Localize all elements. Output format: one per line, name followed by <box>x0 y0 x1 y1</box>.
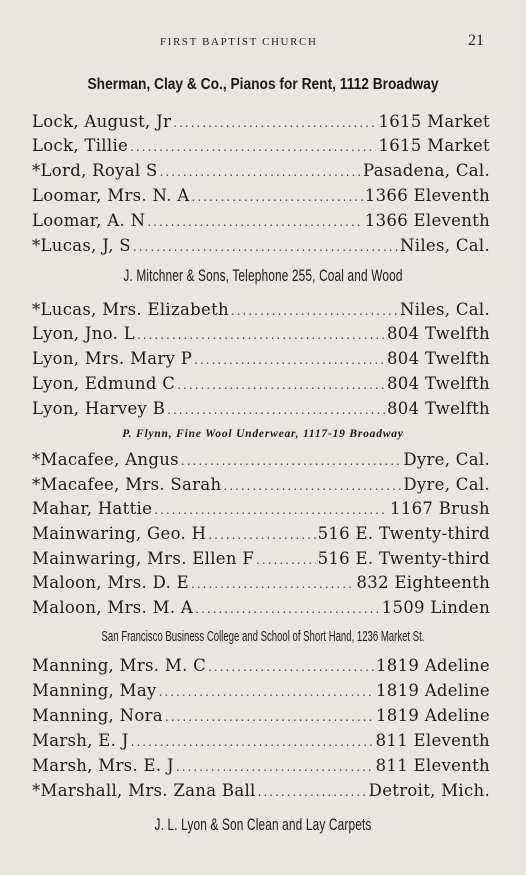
entry-address: Dyre, Cal. <box>403 450 490 469</box>
directory-entry <box>32 473 490 497</box>
dot-leader <box>176 755 374 779</box>
entry-address: 516 E. Twenty-third <box>317 549 490 568</box>
directory-entry <box>32 110 490 134</box>
directory-entry <box>32 347 490 371</box>
entry-name: *Lucas, J, S <box>32 236 131 255</box>
entry-name: Manning, Nora <box>32 706 163 725</box>
entry-address: Pasadena, Cal. <box>363 161 490 180</box>
dot-leader <box>137 323 385 347</box>
entry-name: *Lucas, Mrs. Elizabeth <box>32 300 229 319</box>
directory-entry <box>32 654 490 678</box>
entry-name: Marsh, E. J <box>32 731 129 750</box>
entry-address: Niles, Cal. <box>400 300 490 319</box>
dot-leader <box>194 348 385 372</box>
entry-address: 1615 Market <box>378 112 490 131</box>
entry-name: Lock, Tillie <box>32 136 129 155</box>
entry-name: Mainwaring, Mrs. Ellen F <box>32 549 255 568</box>
directory-entry <box>32 372 490 396</box>
dot-leader <box>173 111 376 135</box>
dot-leader <box>165 705 374 729</box>
dot-leader <box>131 730 374 754</box>
dot-leader <box>192 185 363 209</box>
entry-name: Lyon, Jno. L <box>32 324 135 343</box>
directory-entry <box>32 754 490 778</box>
entry-address: 1366 Eleventh <box>364 186 490 205</box>
directory-entry <box>32 729 490 753</box>
directory-entry <box>32 322 490 346</box>
directory-entry <box>32 779 490 803</box>
dot-leader <box>167 398 385 422</box>
entry-name: *Marshall, Mrs. Zana Ball <box>32 781 256 800</box>
running-head <box>0 32 526 54</box>
entry-address: 1819 Adeline <box>375 681 490 700</box>
entry-name: Manning, May <box>32 681 157 700</box>
entry-address: 811 Eleventh <box>375 731 490 750</box>
directory-entry <box>32 596 490 620</box>
dot-leader <box>208 523 315 547</box>
entry-name: *Macafee, Mrs. Sarah <box>32 475 222 494</box>
entry-address: Dyre, Cal. <box>403 475 490 494</box>
directory-entry <box>32 397 490 421</box>
directory-entry <box>32 547 490 571</box>
directory-entry <box>32 159 490 183</box>
entry-address: 1615 Market <box>378 136 490 155</box>
directory-entry <box>32 184 490 208</box>
entry-name: *Macafee, Angus <box>32 450 179 469</box>
running-title: FIRST BAPTIST CHURCH <box>160 36 318 48</box>
dot-leader <box>147 210 362 234</box>
directory-entry <box>32 298 490 322</box>
entry-address: 804 Twelfth <box>387 374 490 393</box>
entry-name: Loomar, Mrs. N. A <box>32 186 190 205</box>
entry-address: 804 Twelfth <box>387 399 490 418</box>
directory-entry <box>32 522 490 546</box>
entry-address: 1819 Adeline <box>375 656 490 675</box>
advertisement-line: San Francisco Business College and School of Short Hand, 1236 Market St. <box>101 629 425 645</box>
directory-entry <box>32 234 490 258</box>
entry-address: 1167 Brush <box>390 499 490 518</box>
entry-name: Mainwaring, Geo. H <box>32 524 207 543</box>
dot-leader <box>258 780 367 804</box>
entry-address: 1366 Eleventh <box>364 211 490 230</box>
entry-name: Manning, Mrs. M. C <box>32 656 207 675</box>
entry-address: 832 Eighteenth <box>356 573 490 592</box>
directory-entry <box>32 704 490 728</box>
entry-address: 804 Twelfth <box>387 349 490 368</box>
entry-name: *Lord, Royal S <box>32 161 158 180</box>
dot-leader <box>256 548 316 572</box>
dot-leader <box>191 572 354 596</box>
directory-entry <box>32 134 490 158</box>
entry-address: 811 Eleventh <box>375 756 490 775</box>
entry-address: 1819 Adeline <box>375 706 490 725</box>
entry-name: Marsh, Mrs. E. J <box>32 756 174 775</box>
dot-leader <box>154 498 388 522</box>
directory-entry <box>32 209 490 233</box>
entry-address: Niles, Cal. <box>400 236 490 255</box>
dot-leader <box>177 373 385 397</box>
entry-name: Lyon, Mrs. Mary P <box>32 349 193 368</box>
dot-leader <box>195 597 380 621</box>
dot-leader <box>223 474 401 498</box>
entry-name: Lock, August, Jr <box>32 112 172 131</box>
entry-address: Detroit, Mich. <box>368 781 490 800</box>
entry-address: 804 Twelfth <box>387 324 490 343</box>
advertisement-line: J. L. Lyon & Son Clean and Lay Carpets <box>154 816 372 834</box>
dot-leader <box>231 299 398 323</box>
entry-name: Lyon, Harvey B <box>32 399 166 418</box>
entry-name: Loomar, A. N <box>32 211 146 230</box>
dot-leader <box>130 135 376 159</box>
dot-leader <box>159 680 374 704</box>
dot-leader <box>208 655 374 679</box>
entry-name: Maloon, Mrs. M. A <box>32 598 194 617</box>
directory-entry <box>32 571 490 595</box>
advertisement-line: J. Mitchner & Sons, Telephone 255, Coal and Wood <box>123 267 403 285</box>
directory-entry <box>32 679 490 703</box>
entry-address: 516 E. Twenty-third <box>317 524 490 543</box>
dot-leader <box>160 160 361 184</box>
entry-address: 1509 Linden <box>381 598 490 617</box>
dot-leader <box>133 235 398 259</box>
directory-entry <box>32 448 490 472</box>
entry-name: Lyon, Edmund C <box>32 374 176 393</box>
advertisement-line: Sherman, Clay & Co., Pianos for Rent, 1112 Broadway <box>87 76 439 93</box>
advertisement-line: P. Flynn, Fine Wool Underwear, 1117-19 Broadway <box>122 428 404 440</box>
entry-name: Mahar, Hattie <box>32 499 153 518</box>
entry-name: Maloon, Mrs. D. E <box>32 573 190 592</box>
dot-leader <box>181 449 401 473</box>
page-number: 21 <box>468 32 484 49</box>
directory-entry <box>32 497 490 521</box>
